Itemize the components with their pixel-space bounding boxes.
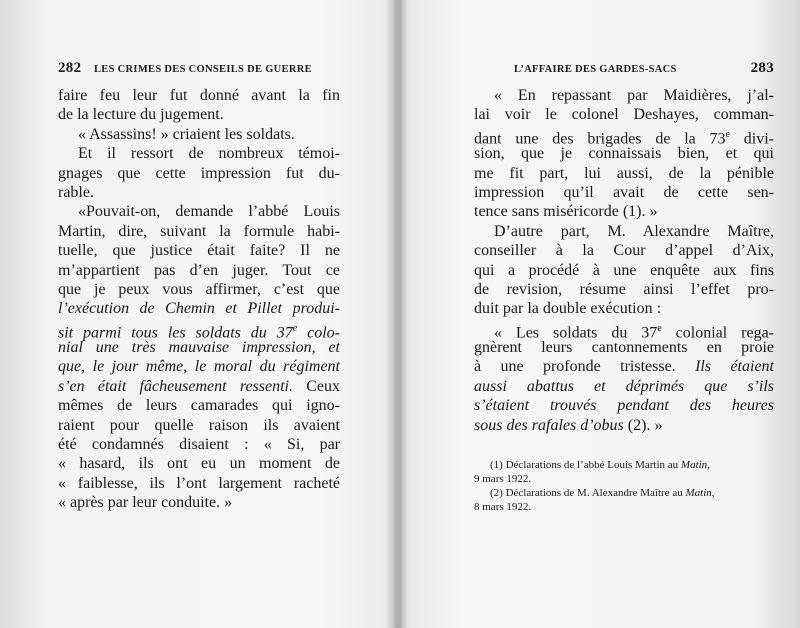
right-text-line: impression qu’il avait de cette sen- xyxy=(474,183,774,201)
left-text-line: faire feu leur fut donné avant la fin xyxy=(58,87,340,104)
left-text-line: gnages que cette impression fut du- xyxy=(58,164,340,182)
right-text-line: « Les soldats du 37e colonial rega- xyxy=(494,322,774,342)
right-text-line: à une profonde tristesse. Ils étaient xyxy=(474,358,774,376)
left-text-line: que, le jour même, le moral du régiment xyxy=(58,358,340,376)
right-text-line: aussi abattus et déprimés que s’ils xyxy=(474,377,774,395)
left-text-line: « après par leur conduite. » xyxy=(58,494,233,512)
right-text-line: conseiller à la Cour d’appel d’Aix, xyxy=(474,242,774,260)
book-gutter xyxy=(392,0,410,628)
left-text-line: mêmes de leurs camarades qui igno- xyxy=(58,397,340,415)
right-page xyxy=(410,0,800,628)
right-page-number: 283 xyxy=(750,60,774,76)
right-text-line: « En repassant par Maidières, j’al- xyxy=(494,87,774,104)
left-text-line: sit parmi tous les soldats du 37e colo- xyxy=(58,322,340,342)
left-text-line: m’appartient pas d’en juger. Tout ce xyxy=(58,261,340,279)
right-text-line: lai voir le colonel Deshayes, comman- xyxy=(474,106,774,124)
left-text-line: « hasard, ils ont eu un moment de xyxy=(58,455,340,473)
right-text-line: de revision, résume ainsi l’effet pro- xyxy=(474,280,774,298)
footnote-line: (2) Déclarations de M. Alexandre Maître au Matin, xyxy=(490,487,715,499)
left-text-line: raient pour quelle raison ils avaient xyxy=(58,416,340,434)
right-text-line: sion, que je connaissais bien, et qui xyxy=(474,145,774,163)
right-text-line: sous des rafales d’obus (2). » xyxy=(474,416,663,434)
right-page-body xyxy=(474,86,774,435)
left-text-line: « Assassins! » criaient les soldats. xyxy=(78,125,295,143)
footnotes xyxy=(474,458,774,514)
left-text-line: l’exécution de Chemin et Pillet produi- xyxy=(58,300,340,318)
footnote-date: 8 mars 1922. xyxy=(474,501,532,513)
left-text-line: tuelle, que justice était faite? Il ne xyxy=(58,242,340,260)
right-text-line: me fit part, lui aussi, de la pénible xyxy=(474,164,774,182)
right-text-line: gnèrent leurs cantonnements en proie xyxy=(474,339,774,357)
left-text-line: de la lecture du jugement. xyxy=(58,106,224,124)
left-text-line: nial une très mauvaise impression, et xyxy=(58,339,340,357)
footnote-line: (1) Déclarations de l’abbé Louis Martin au Matin, xyxy=(490,459,710,471)
right-text-line: duit par la double exécution : xyxy=(474,300,662,318)
left-text-line: que je peux vous affirmer, c’est que xyxy=(58,280,340,298)
right-text-line: qui a procédé à une enquête aux fins xyxy=(474,261,774,279)
left-text-line: «Pouvait-on, demande l’abbé Louis xyxy=(78,203,340,221)
left-text-line: Martin, dire, suivant la formule habi- xyxy=(58,222,340,240)
left-page-header xyxy=(58,60,343,82)
right-text-line: dant une des brigades de la 73e divi- xyxy=(474,128,775,148)
right-running-title: L’AFFAIRE DES GARDES-SACS xyxy=(514,64,677,75)
left-text-line: s’en était fâcheusement ressenti. Ceux xyxy=(58,377,340,395)
left-text-line: rable. xyxy=(58,183,94,201)
right-text-line: tence sans miséricorde (1). » xyxy=(474,203,658,221)
left-page-number: 282 xyxy=(58,60,82,76)
left-page xyxy=(0,0,392,628)
left-text-line: « faiblesse, ils l’ont largement racheté xyxy=(58,474,340,492)
right-text-line: D’autre part, M. Alexandre Maître, xyxy=(494,222,774,240)
left-text-line: été condamnés disaient : « Si, par xyxy=(58,436,340,454)
left-text-line: Et il ressort de nombreux témoi- xyxy=(78,145,340,163)
footnote-date: 9 mars 1922. xyxy=(474,473,532,485)
left-running-title: LES CRIMES DES CONSEILS DE GUERRE xyxy=(94,64,312,75)
left-page-body xyxy=(58,86,340,513)
right-page-header xyxy=(474,60,774,82)
right-text-line: s’étaient trouvés pendant des heures xyxy=(474,397,774,415)
